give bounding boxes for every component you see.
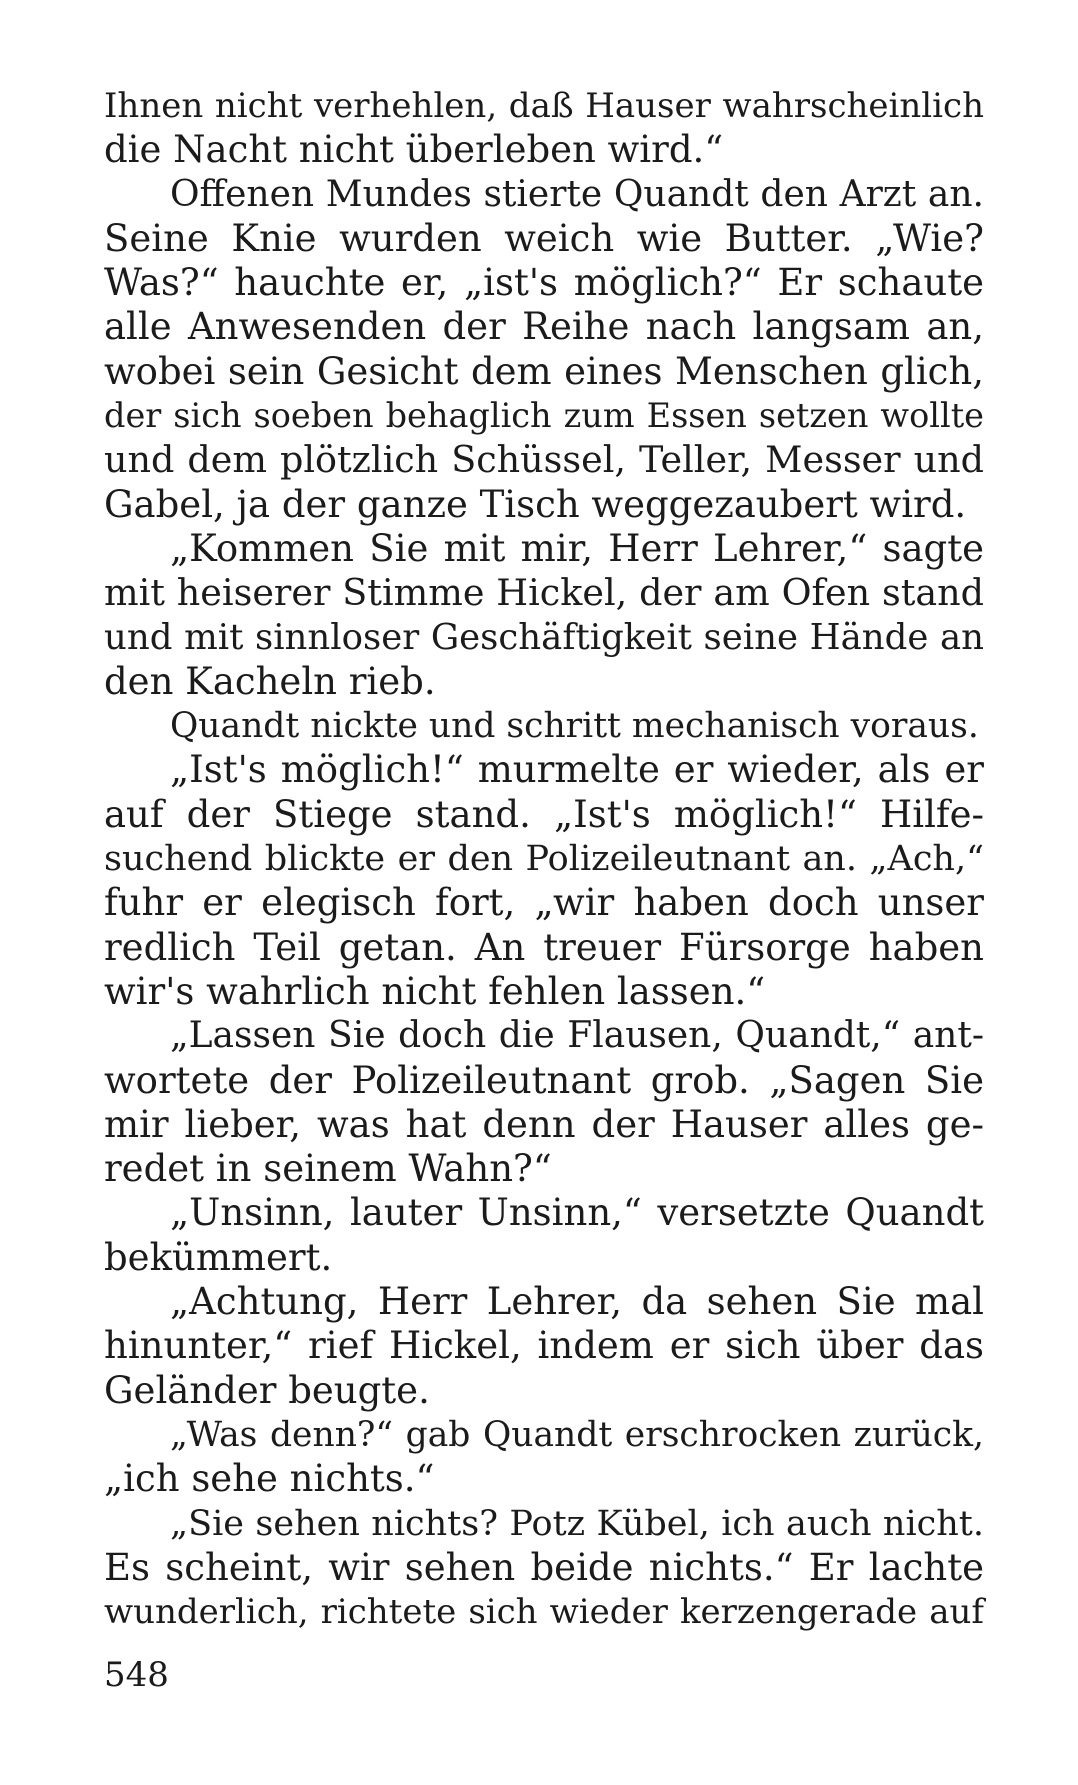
text-line: Seine Knie wurden weich wie Butter. „Wie? [104,216,984,260]
text-line: wobei sein Gesicht dem eines Menschen glich, [104,349,984,393]
text-line: Gabel, ja der ganze Tisch weggezaubert wird. [104,482,967,526]
text-line: Es scheint, wir sehen beide nichts.“ Er lachte [104,1545,984,1589]
text-line: „Achtung, Herr Lehrer, da sehen Sie mal [170,1280,984,1324]
page-number: 548 [104,1655,169,1695]
text-line: wunderlich, richtete sich wieder kerzengerade auf [104,1592,984,1633]
text-line: den Kacheln rieb. [104,659,436,703]
text-line: wir's wahrlich nicht fehlen lassen.“ [104,969,766,1013]
text-line: und dem plötzlich Schüssel, Teller, Messer und [104,438,984,482]
text-line: „Kommen Sie mit mir, Herr Lehrer,“ sagte [170,526,984,570]
text-line: Offenen Mundes stierte Quandt den Arzt an. [170,173,984,215]
text-line: der sich soeben behaglich zum Essen setzen wollte [104,396,984,436]
text-line: hinunter,“ rief Hickel, indem er sich über das [104,1324,984,1368]
text-line: Ihnen nicht verhehlen, daß Hauser wahrscheinlich [104,86,984,126]
text-line: und mit sinnloser Geschäftigkeit seine Hände an [104,616,984,658]
text-line: fuhr er elegisch fort, „wir haben doch unser [104,881,984,925]
text-line: „Ist's möglich!“ murmelte er wieder, als er [170,748,984,792]
text-line: suchend blickte er den Polizeileutnant an. „Ach,“ [104,839,984,880]
text-line: auf der Stiege stand. „Ist's möglich!“ Hilfe- [104,792,984,836]
text-line: Geländer beugte. [104,1368,430,1412]
text-line: alle Anwesenden der Reihe nach langsam an, [104,305,984,349]
text-line: „Lassen Sie doch die Flausen, Quandt,“ ant- [170,1015,984,1057]
text-line: „ich sehe nichts.“ [104,1457,435,1501]
text-line: „Unsinn, lauter Unsinn,“ versetzte Quandt [170,1191,984,1235]
text-line: mir lieber, was hat denn der Hauser alles ge- [104,1102,984,1146]
text-line: Was?“ hauchte er, „ist's möglich?“ Er schaute [104,261,984,305]
text-line: redet in seinem Wahn?“ [104,1147,552,1191]
text-line: „Was denn?“ gab Quandt erschrocken zurück, [170,1414,984,1455]
text-line: redlich Teil getan. An treuer Fürsorge haben [104,925,984,969]
text-line: mit heiserer Stimme Hickel, der am Ofen stand [104,571,984,615]
text-line: wortete der Polizeileutnant grob. „Sagen Sie [104,1058,984,1102]
body-text [104,84,984,1634]
text-line: die Nacht nicht überleben wird.“ [104,128,724,172]
text-line: Quandt nickte und schritt mechanisch voraus. [170,706,979,747]
text-line: „Sie sehen nichts? Potz Kübel, ich auch nicht. [170,1503,984,1544]
text-line: bekümmert. [104,1235,333,1279]
